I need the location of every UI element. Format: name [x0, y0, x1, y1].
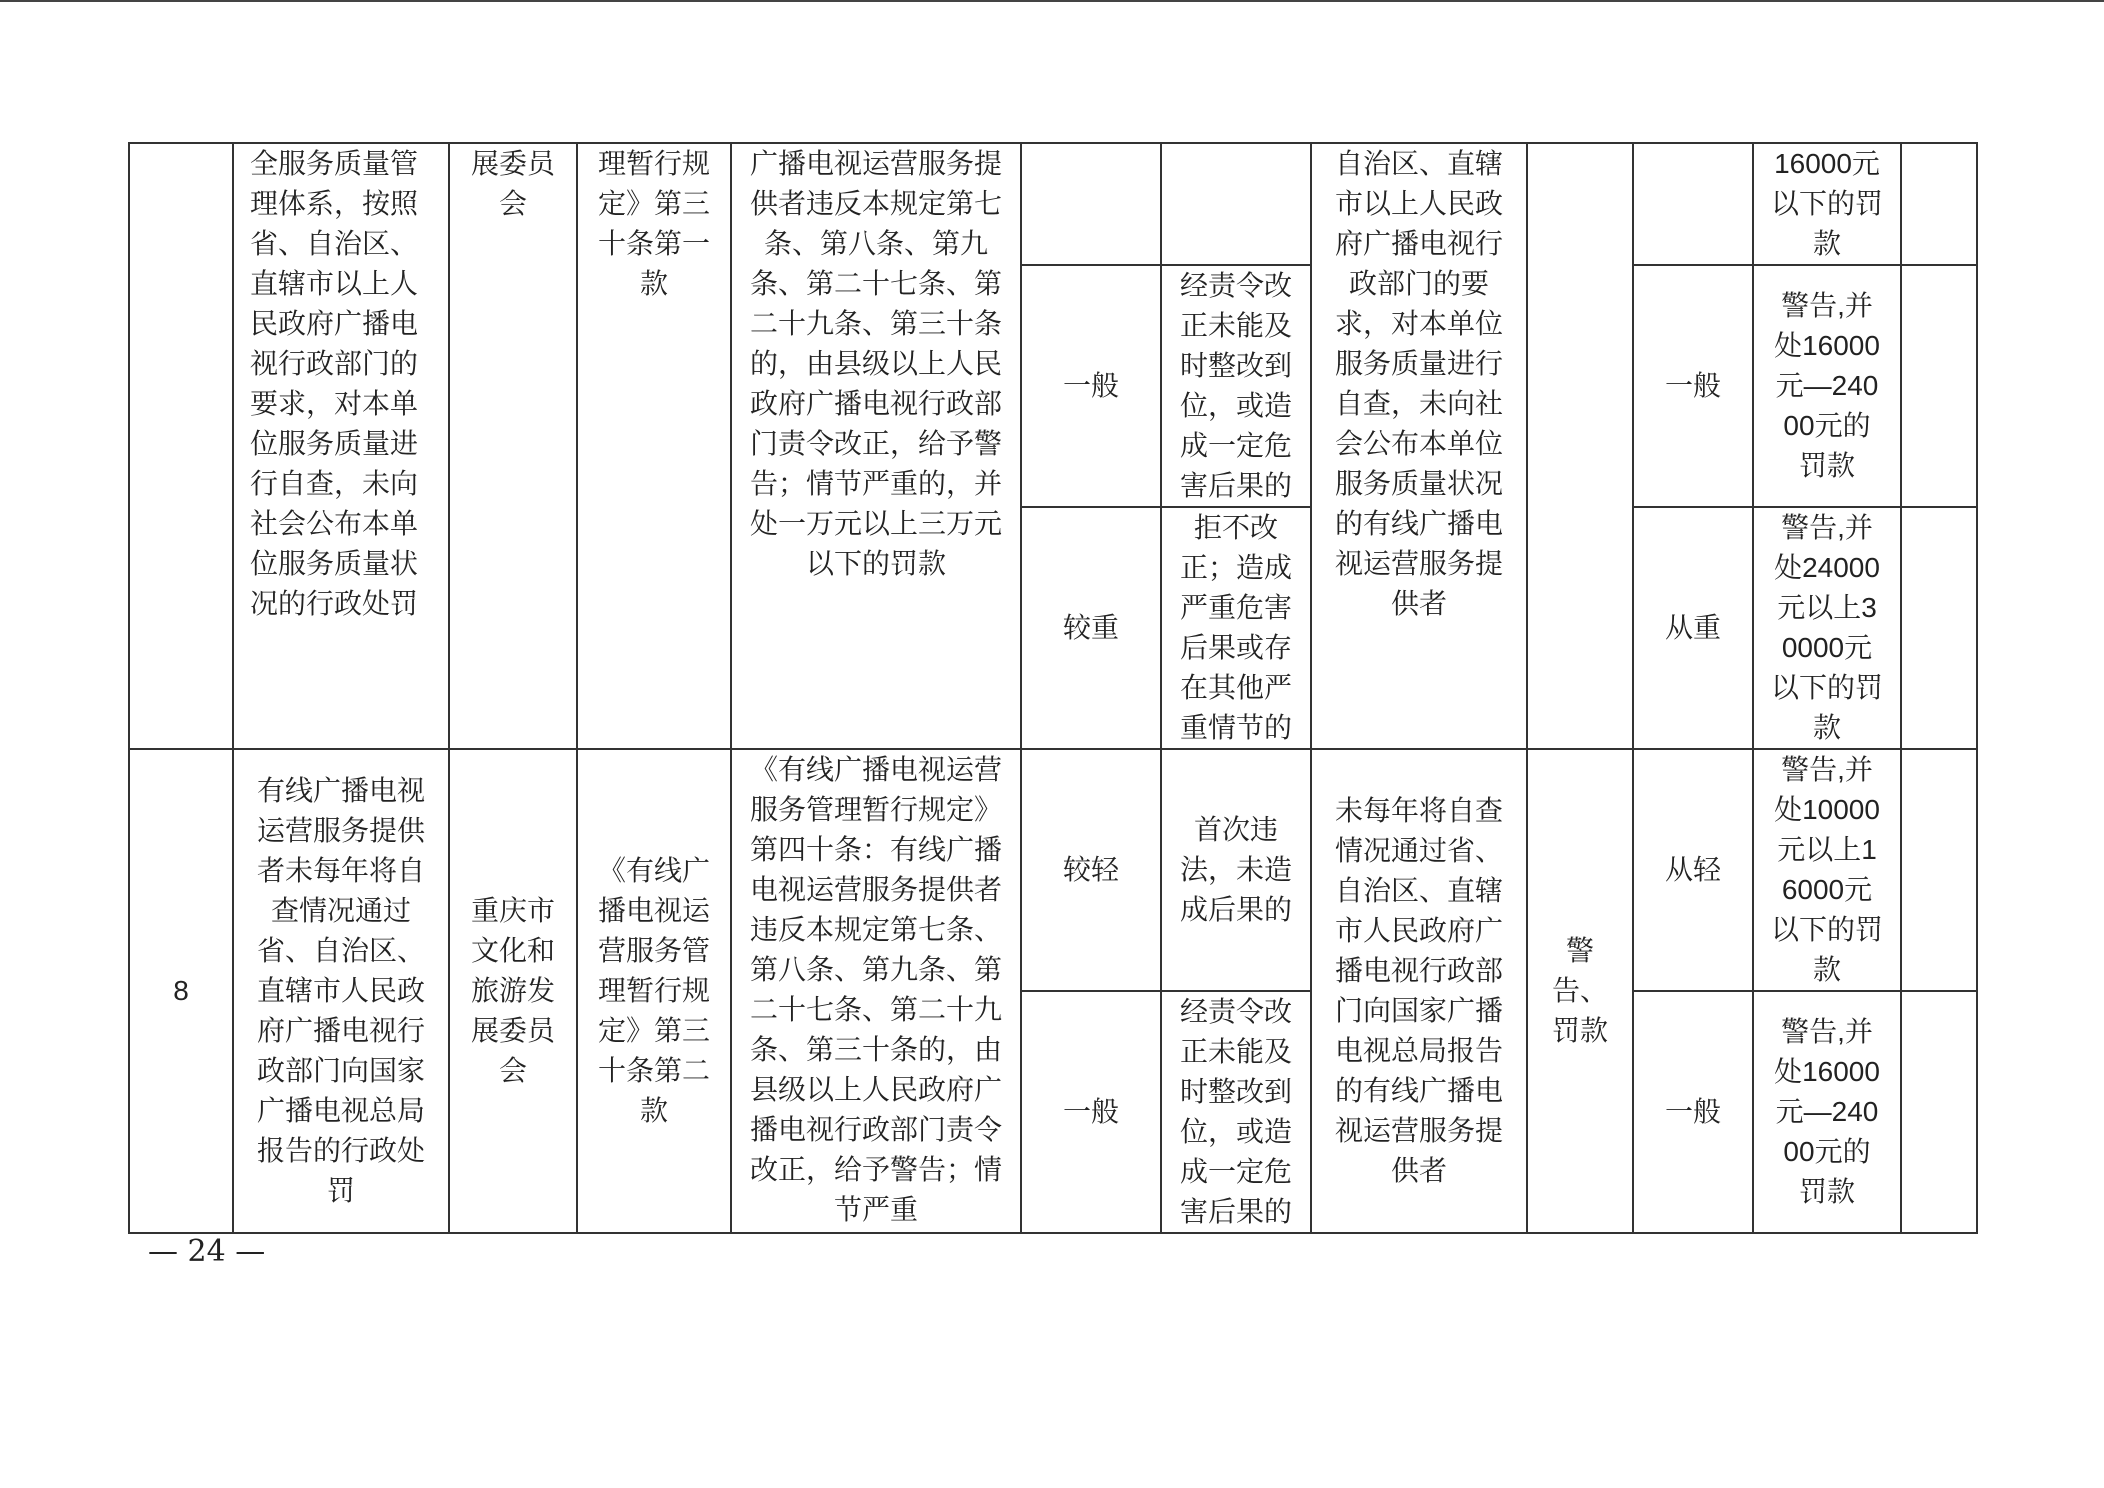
- remark-cell: [1901, 749, 1977, 991]
- authority-cell: 重庆市文化和旅游发展委员会: [449, 749, 577, 1233]
- penalty-standard-cell: 警告,并处16000元—24000元的罚款: [1753, 265, 1901, 507]
- circumstance-cell: [1161, 143, 1311, 265]
- violation-item-cell: 有线广播电视运营服务提供者未每年将自查情况通过省、自治区、直辖市人民政府广播电视行政部门向国家广播电视总局报告的行政处罚: [233, 749, 449, 1233]
- degree-cell: 一般: [1021, 991, 1161, 1233]
- discretion-cell: 一般: [1633, 991, 1753, 1233]
- penalty-type-cell: [1527, 143, 1633, 749]
- circumstance-cell: 经责令改正未能及时整改到位，或造成一定危害后果的: [1161, 991, 1311, 1233]
- remark-cell: [1901, 991, 1977, 1233]
- degree-cell: [1021, 143, 1161, 265]
- page-number: — 24 —: [148, 1234, 266, 1269]
- discretion-cell: 一般: [1633, 265, 1753, 507]
- penalty-type-cell: 警告、罚款: [1527, 749, 1633, 1233]
- applicable-subject-cell: 未每年将自查情况通过省、自治区、直辖市人民政府广播电视行政部门向国家广播电视总局报告的有线广播电视运营服务提供者: [1311, 749, 1527, 1233]
- penalty-provision-cell: 广播电视运营服务提供者违反本规定第七条、第八条、第九条、第二十七条、第二十九条、第三十条的，由县级以上人民政府广播电视行政部门责令改正，给予警告；情节严重的，并处一万元以上三万元以下的罚款: [731, 143, 1021, 749]
- applicable-subject-cell: 自治区、直辖市以上人民政府广播电视行政部门的要求，对本单位服务质量进行自查，未向社会公布本单位服务质量状况的有线广播电视运营服务提供者: [1311, 143, 1527, 749]
- authority-cell: 展委员会: [449, 143, 577, 749]
- discretion-cell: [1633, 143, 1753, 265]
- circumstance-cell: 经责令改正未能及时整改到位，或造成一定危害后果的: [1161, 265, 1311, 507]
- index-cell: 8: [129, 749, 233, 1233]
- legal-basis-cell: 《有线广播电视运营服务管理暂行规定》第三十条第二款: [577, 749, 731, 1233]
- circumstance-cell: 首次违法，未造成后果的: [1161, 749, 1311, 991]
- discretion-cell: 从轻: [1633, 749, 1753, 991]
- penalty-standard-cell: 警告,并处24000元以上30000元以下的罚款: [1753, 507, 1901, 749]
- table-row: [129, 749, 1977, 991]
- circumstance-cell: 拒不改正；造成严重危害后果或存在其他严重情节的: [1161, 507, 1311, 749]
- discretion-cell: 从重: [1633, 507, 1753, 749]
- degree-cell: 较重: [1021, 507, 1161, 749]
- index-cell: [129, 143, 233, 749]
- penalty-standard-cell: 警告,并处16000元—24000元的罚款: [1753, 991, 1901, 1233]
- remark-cell: [1901, 265, 1977, 507]
- remark-cell: [1901, 143, 1977, 265]
- penalty-standard-cell: 16000元以下的罚款: [1753, 143, 1901, 265]
- penalty-provision-cell: 《有线广播电视运营服务管理暂行规定》第四十条：有线广播电视运营服务提供者违反本规定第七条、第八条、第九条、第二十七条、第二十九条、第三十条的，由县级以上人民政府广播电视行政部门责令改正，给予警告；情节严重: [731, 749, 1021, 1233]
- degree-cell: 一般: [1021, 265, 1161, 507]
- violation-item-cell: 全服务质量管理体系，按照省、自治区、直辖市以上人民政府广播电视行政部门的要求，对本单位服务质量进行自查，未向社会公布本单位服务质量状况的行政处罚: [233, 143, 449, 749]
- legal-basis-cell: 理暂行规定》第三十条第一款: [577, 143, 731, 749]
- page-top-border: [0, 0, 2104, 2]
- table-row: [129, 143, 1977, 265]
- penalty-discretion-table: [128, 142, 1978, 1234]
- degree-cell: 较轻: [1021, 749, 1161, 991]
- remark-cell: [1901, 507, 1977, 749]
- penalty-standard-cell: 警告,并处10000元以上16000元以下的罚款: [1753, 749, 1901, 991]
